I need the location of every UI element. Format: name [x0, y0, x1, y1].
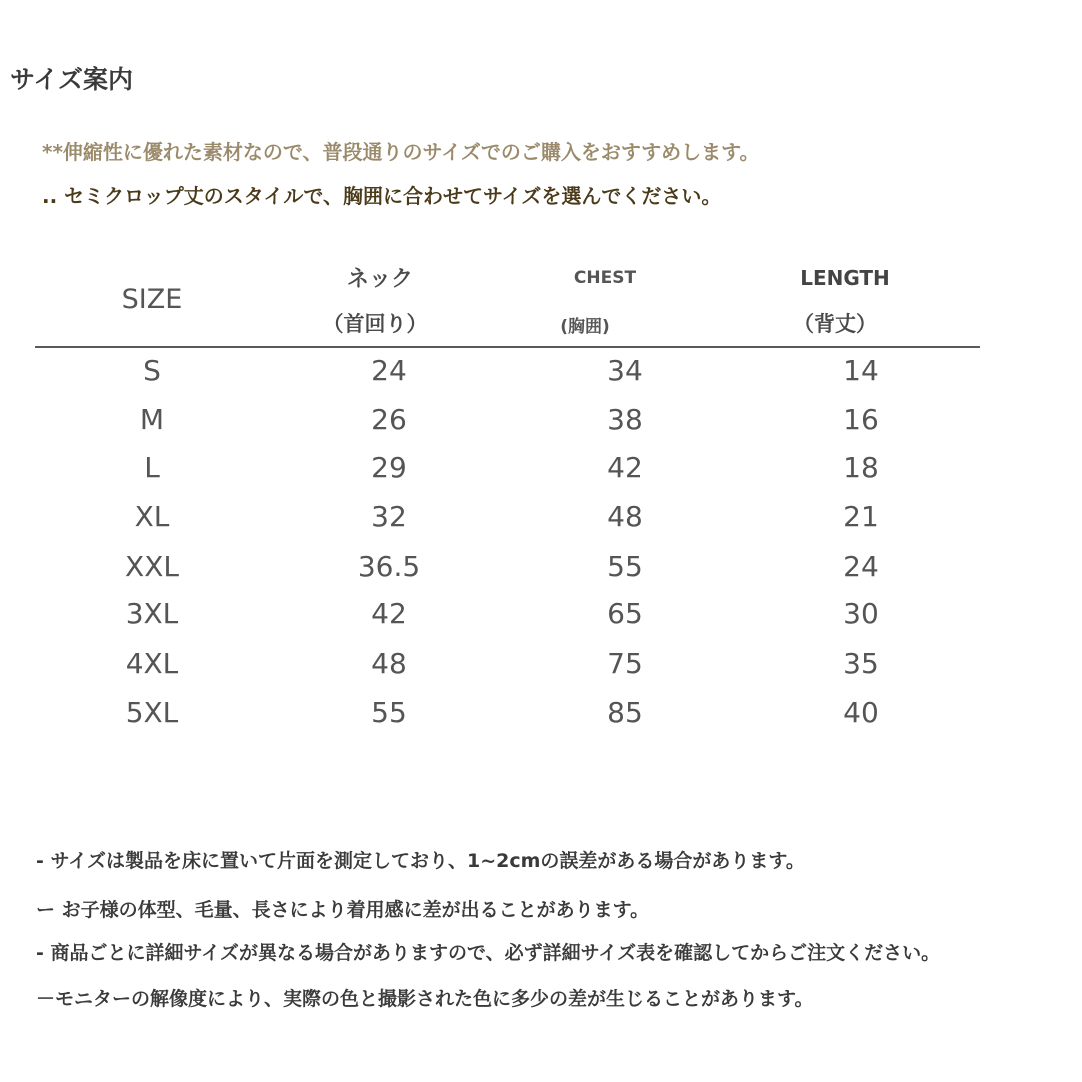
cell-neck: 42 — [371, 597, 407, 630]
cell-neck: 36.5 — [357, 550, 421, 583]
table-row — [0, 550, 1082, 590]
cell-size: XXL — [125, 550, 179, 583]
footnote-fit: ー お子様の体型、毛量、長さにより着用感に差が出ることがあります。 — [36, 899, 650, 921]
header-chest: CHEST — [573, 268, 637, 288]
cell-length: 30 — [843, 597, 879, 630]
page-title: サイズ案内 — [10, 65, 134, 94]
header-divider — [35, 346, 980, 348]
cell-size: S — [143, 354, 161, 387]
cell-neck: 29 — [371, 451, 407, 484]
cell-size: L — [144, 451, 160, 484]
header-neck-sub: （首回り） — [322, 312, 428, 336]
header-size: SIZE — [121, 284, 183, 315]
footnote-measurement: - サイズは製品を床に置いて片面を測定しており、1~2cmの誤差がある場合があります。 — [36, 850, 805, 872]
cell-chest: 48 — [607, 500, 643, 533]
note-crop-style: .. セミクロップ丈のスタイルで、胸囲に合わせてサイズを選んでください。 — [42, 184, 722, 208]
cell-length: 21 — [843, 500, 879, 533]
cell-length: 40 — [843, 696, 879, 729]
cell-size: M — [139, 403, 165, 436]
table-row — [0, 403, 1082, 443]
header-neck: ネック — [346, 267, 413, 292]
cell-neck: 55 — [371, 696, 407, 729]
cell-chest: 65 — [607, 597, 643, 630]
cell-chest: 34 — [607, 354, 643, 387]
cell-chest: 55 — [607, 550, 643, 583]
table-row — [0, 354, 1082, 394]
cell-neck: 32 — [371, 500, 407, 533]
cell-length: 16 — [843, 403, 879, 436]
cell-neck: 48 — [371, 647, 407, 680]
cell-length: 14 — [843, 354, 879, 387]
cell-size: XL — [134, 500, 170, 533]
table-row — [0, 597, 1082, 637]
cell-chest: 85 — [607, 696, 643, 729]
cell-chest: 38 — [607, 403, 643, 436]
footnote-size-chart: - 商品ごとに詳細サイズが異なる場合がありますので、必ず詳細サイズ表を確認してからご注文ください。 — [36, 942, 941, 964]
header-length-sub: （背丈） — [793, 312, 877, 336]
cell-neck: 26 — [371, 403, 407, 436]
note-stretch: **伸縮性に優れた素材なので、普段通りのサイズでのご購入をおすすめします。 — [42, 140, 760, 164]
table-row — [0, 451, 1082, 491]
header-chest-sub: (胸囲) — [560, 317, 610, 337]
header-length: LENGTH — [800, 266, 890, 290]
cell-size: 3XL — [125, 597, 179, 630]
cell-size: 4XL — [125, 647, 179, 680]
cell-length: 24 — [843, 550, 879, 583]
cell-chest: 42 — [607, 451, 643, 484]
cell-length: 35 — [843, 647, 879, 680]
table-row — [0, 647, 1082, 687]
cell-length: 18 — [843, 451, 879, 484]
cell-chest: 75 — [607, 647, 643, 680]
table-row — [0, 696, 1082, 736]
footnote-color: －モニターの解像度により、実際の色と撮影された色に多少の差が生じることがあります。 — [36, 988, 814, 1010]
cell-size: 5XL — [125, 696, 179, 729]
table-row — [0, 500, 1082, 540]
cell-neck: 24 — [371, 354, 407, 387]
